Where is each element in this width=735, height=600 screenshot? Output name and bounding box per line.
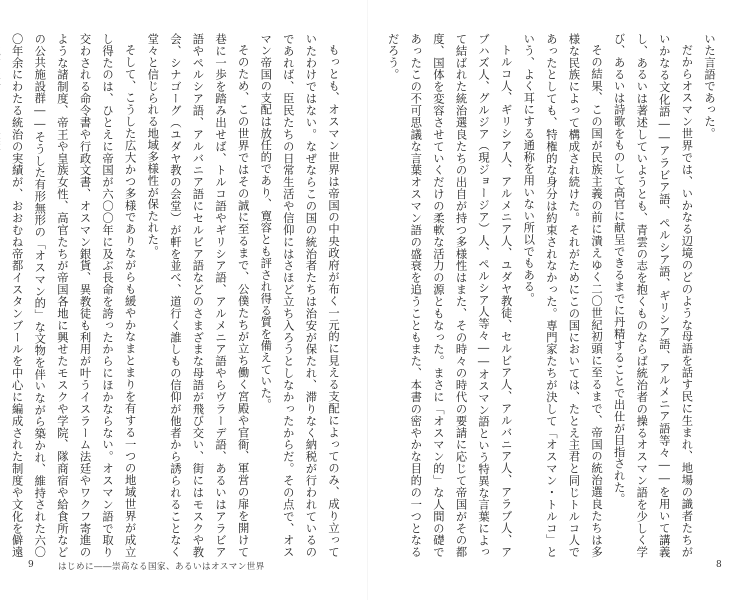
left-page (0, 0, 367, 600)
left-paragraph-2: そのため、この世界ではその誠に至るまで、公僕たちが立ち働く宮殿や官衙、軍営の扉を開けて巷に一歩を踏み出せば、トルコ語やギリシア語、アルメニア語やらヴラーデ語、あるいはアラビア語やペルシア語、アルバニア語にセルビア語などのさまざまな母語が飛び交い、街にはモスクや教会、シナゴーグ（ユダヤ教の会堂）が軒を並べ、道行く誰しもの信仰が他者から誘られることなく堂々と信じられる地域多様性が保たれた。 (146, 33, 250, 558)
right-paragraph-1: いた言語であった。 (703, 33, 716, 140)
right-page-number: 8 (716, 560, 722, 570)
left-page-body (10, 33, 344, 558)
running-head: はじめに――崇高なる国家、あるいはオスマン世界 (58, 562, 265, 572)
right-paragraph-4: トルコ人、ギリシア人、アルメニア人、ユダヤ教徒、セルビア人、アルバニア人、アラブ人、アブハズ人、グルジア（現ジョージア）人、ペルシア人等々――オスマン語という特異な言葉によって結ばれた統治選良たちの出自が持つ多様性はまた、その時々の時代の要請に応じて帝国がその都度、国体を変容させていくだけの柔軟な活力の源ともなった。まさに「オスマン的」な人間の礎であったこの不可思議な言葉オスマン語の盛衰を追うこともまた、本書の密やかな目的の一つとなるだろう。 (386, 33, 513, 558)
right-paragraph-2: だからオスマン世界では、いかなる辺境のどのような母語を話す民に生まれ、地場の識者たちがいかなる文化語――アラビア語、ペルシア語、ギリシア語、アルメニア語等々――を用いて講義し、あるいは著述していようとも、青雲の志を抱くものならば統治者の操るオスマン語を少しく学び、あるいは詩歌をものして高官に献呈できるまでに丹精することで出仕が目指された。 (612, 33, 694, 558)
left-page-number: 9 (28, 560, 34, 570)
left-paragraph-1: もっとも、オスマン世界は帝国の中央政府が布く一元的に見える支配によってのみ、成り立っていたわけではない。なぜならこの国の統治者たちは治安が保たれ、滞りなく納税が行われているのであれば、臣民たちの日常生活や信仰にはさほど立ち入ろうとしなかったからだ。その点で、オスマン帝国の支配は放任的であり、寛容とも評され得る質を備えていた。 (259, 33, 340, 558)
left-paragraph-3: そして、こうした広大かつ多様でありながらも緩やかなまとまりを有する一つの地域世界が成立し得たのは、ひとえに帝国が六〇〇年に及ぶ長命を誇ったからにほかならない。オスマン語で取り交わされる命令書や行政文書、オスマン銀貨、異教徒も利用が叶うイスラーム法廷やワクフ寄進のような諸制度、帝王や皇族女性、高官たちが帝国各地に興せたモスクや学院、隊商宿や給食所などの公共施設群――そうした有形無形の「オスマン的」な文物を伴いながら築かれ、維持された六〇〇年余にわたる統治の実績が、おおむね帝都イスタンブールを中心に編成された制度や文化を僻遠 (10, 33, 137, 558)
right-paragraph-3: その結果、この国が民族主義の前に潰えゆく二〇世紀初頭に至るまで、帝国の統治選良たちは多様な民族によって構成され続けた。それがためにこの国においては、たとえ主君と同じトルコ人であったとしても、特権的な身分は約束されなかった。専門家たちが決して「オスマン・トルコ」という、よく耳にする通称を用いない所以でもある。 (522, 33, 604, 558)
right-page-body (386, 33, 720, 558)
right-page (368, 0, 735, 600)
